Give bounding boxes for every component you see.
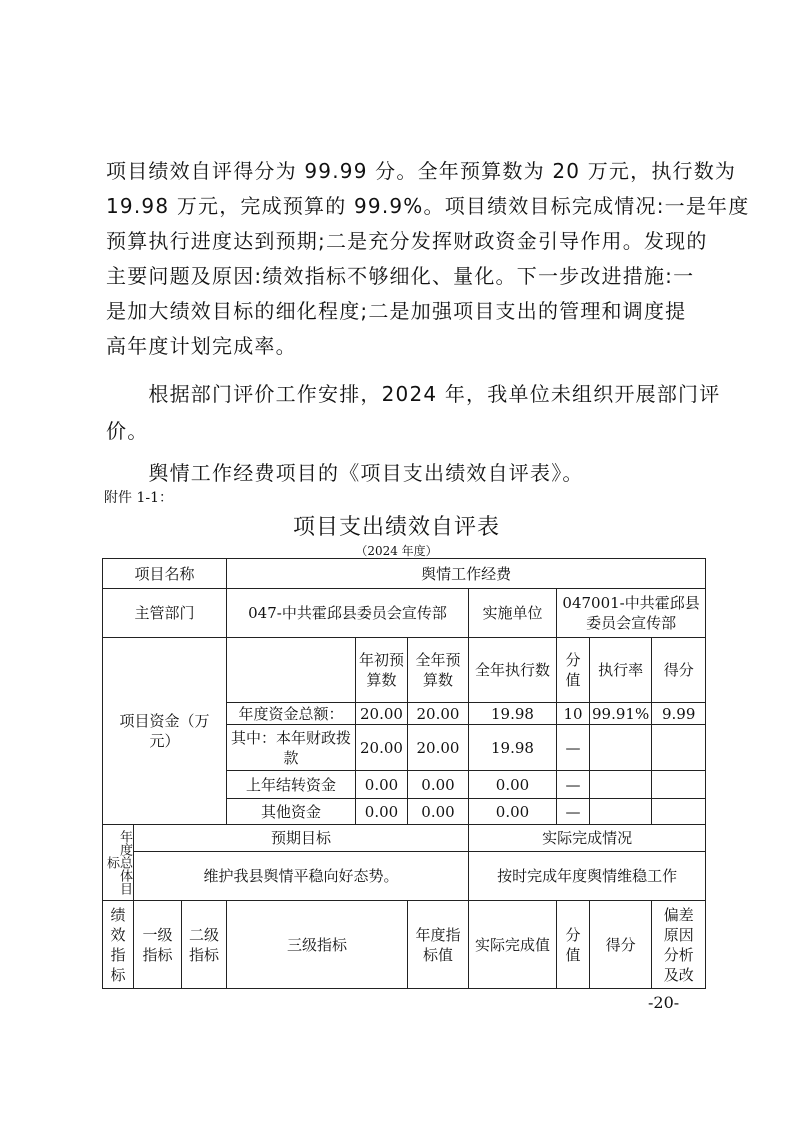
row-label: 年度资金总额： [227, 703, 356, 725]
perf-header: 偏差原因分析及改 [652, 901, 706, 989]
perf-header: 年度指标值 [408, 901, 469, 989]
cell: 10 [557, 703, 590, 725]
cell: 20.00 [356, 703, 408, 725]
cell: 0.00 [408, 771, 469, 799]
cell [652, 771, 706, 799]
paragraph-line: 是加大绩效目标的细化程度;二是加强项目支出的管理和调度提 [106, 299, 687, 323]
perf-header: 三级指标 [227, 901, 408, 989]
paragraph-line: 价。 [106, 419, 149, 443]
paragraph-line: 高年度计划完成率。 [106, 334, 297, 358]
cell [590, 771, 652, 799]
cell: — [557, 771, 590, 799]
table-subtitle: （2024 年度） [355, 544, 438, 558]
cell: 20.00 [408, 725, 469, 771]
self-evaluation-table [102, 558, 706, 989]
cell: — [557, 799, 590, 825]
perf-label: 绩效指标 [103, 901, 134, 989]
expected-goal: 维护我县舆情平稳向好态势。 [134, 852, 469, 901]
cell: 9.99 [652, 703, 706, 725]
paragraph-line: 预算执行进度达到预期;二是充分发挥财政资金引导作用。发现的 [106, 229, 708, 253]
actual-result: 按时完成年度舆情维稳工作 [469, 852, 706, 901]
cell: 0.00 [356, 799, 408, 825]
dept: 047-中共霍邱县委员会宣传部 [227, 589, 469, 638]
header-cell: 年初预算数 [356, 638, 408, 703]
cell: 0.00 [469, 799, 557, 825]
paragraph-line: 项目绩效自评得分为 99.99 分。全年预算数为 20 万元，执行数为 [106, 159, 737, 183]
header-cell: 全年预算数 [408, 638, 469, 703]
paragraph-line: 舆情工作经费项目的《项目支出绩效自评表》。 [106, 461, 584, 485]
perf-header: 二级指标 [182, 901, 227, 989]
page-number: -20- [648, 993, 680, 1012]
cell [590, 725, 652, 771]
header-cell: 得分 [652, 638, 706, 703]
project-name: 舆情工作经费 [227, 559, 706, 589]
cell: 99.91% [590, 703, 652, 725]
funds-label: 项目资金（万元） [103, 638, 227, 825]
perf-header: 实际完成值 [469, 901, 557, 989]
header-cell: 分值 [557, 638, 590, 703]
cell [590, 799, 652, 825]
cell: 0.00 [356, 771, 408, 799]
cell: 19.98 [469, 703, 557, 725]
cell: 0.00 [469, 771, 557, 799]
paragraph-line: 主要问题及原因:绩效指标不够细化、量化。下一步改进措施:一 [106, 264, 695, 288]
row-label: 上年结转资金 [227, 771, 356, 799]
cell: 0.00 [408, 799, 469, 825]
cell: 20.00 [408, 703, 469, 725]
perf-header: 得分 [590, 901, 652, 989]
actual-label: 实际完成情况 [469, 825, 706, 852]
header-cell: 全年执行数 [469, 638, 557, 703]
cell [652, 799, 706, 825]
header-cell: 执行率 [590, 638, 652, 703]
cell: 20.00 [356, 725, 408, 771]
cell: 19.98 [469, 725, 557, 771]
cell: — [557, 725, 590, 771]
table-title: 项目支出绩效自评表 [292, 515, 500, 540]
row-label: 其他资金 [227, 799, 356, 825]
goal-label: 年度总体目标 [103, 825, 134, 901]
expected-label: 预期目标 [134, 825, 469, 852]
cell [652, 725, 706, 771]
dept-label: 主管部门 [103, 589, 227, 638]
perf-header: 一级指标 [134, 901, 182, 989]
row-label: 其中：本年财政拨款 [227, 725, 356, 771]
paragraph-line: 19.98 万元，完成预算的 99.9%。项目绩效目标完成情况:一是年度 [106, 194, 750, 218]
paragraph-line: 根据部门评价工作安排，2024 年，我单位未组织开展部门评 [106, 382, 721, 406]
project-name-label: 项目名称 [103, 559, 227, 589]
unit: 047001-中共霍邱县委员会宣传部 [557, 589, 706, 638]
attachment-label: 附件 1-1： [104, 490, 173, 506]
perf-header: 分值 [557, 901, 590, 989]
unit-label: 实施单位 [469, 589, 557, 638]
